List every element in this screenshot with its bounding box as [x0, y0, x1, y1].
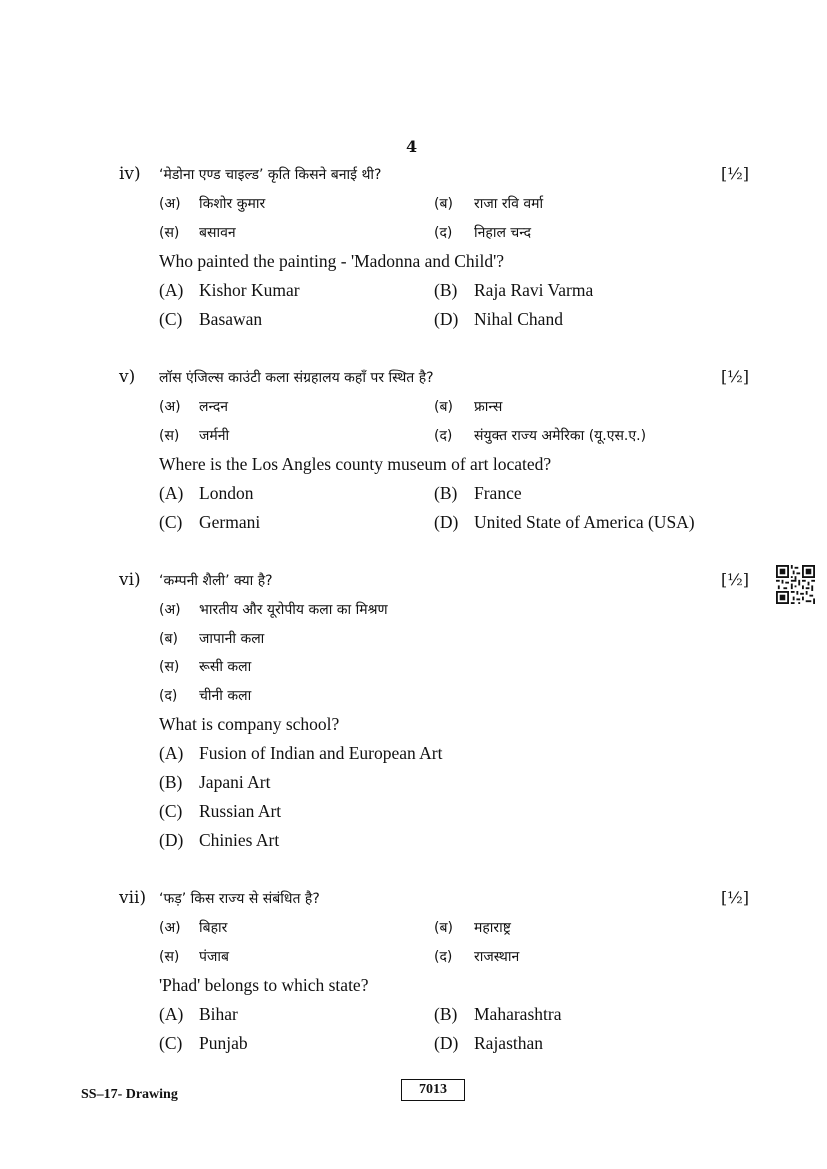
hindi-option-text: महाराष्ट्र: [474, 920, 511, 936]
hindi-option-text: जापानी कला: [199, 631, 265, 647]
question-number: vi): [119, 570, 141, 590]
english-option-label: (C): [159, 512, 183, 532]
hindi-option-text: पंजाब: [199, 949, 229, 965]
english-option-text: United State of America (USA): [474, 512, 695, 532]
footer-booklet-code: 7013: [401, 1079, 465, 1101]
english-option-text: Japani Art: [199, 772, 271, 792]
english-option-label: (D): [434, 309, 459, 329]
hindi-option-text: बसावन: [199, 225, 236, 241]
hindi-option-label: (स): [159, 949, 180, 965]
english-question: Where is the Los Angles county museum of art located?: [159, 454, 552, 474]
hindi-option-text: राजा रवि वर्मा: [474, 196, 544, 212]
hindi-option-label: (द): [434, 225, 453, 241]
hindi-option-label: (अ): [159, 399, 181, 415]
english-option-label: (C): [159, 309, 183, 329]
hindi-option-label: (स): [159, 659, 180, 675]
hindi-option-label: (अ): [159, 196, 181, 212]
english-question: 'Phad' belongs to which state?: [159, 975, 369, 995]
hindi-option-text: राजस्थान: [474, 949, 520, 965]
english-option-text: Germani: [199, 512, 261, 532]
english-option-label: (A): [159, 1004, 184, 1024]
question-number: iv): [119, 164, 141, 184]
english-option-label: (B): [434, 1004, 458, 1024]
english-option-label: (D): [434, 512, 459, 532]
english-option-label: (C): [159, 1033, 183, 1053]
english-option-text: France: [474, 483, 522, 503]
hindi-option-label: (द): [434, 949, 453, 965]
hindi-option-label: (ब): [434, 196, 453, 212]
hindi-option-text: लन्दन: [199, 399, 229, 415]
english-option-text: Punjab: [199, 1033, 248, 1053]
hindi-option-text: निहाल चन्द: [474, 225, 532, 241]
english-question: What is company school?: [159, 714, 340, 734]
english-question: Who painted the painting - 'Madonna and Child'?: [159, 251, 505, 271]
english-option-label: (B): [434, 483, 458, 503]
hindi-option-text: रूसी कला: [199, 659, 252, 675]
english-option-text: Fusion of Indian and European Art: [199, 743, 443, 763]
english-option-text: Raja Ravi Varma: [474, 280, 594, 300]
hindi-option-label: (अ): [159, 602, 181, 618]
hindi-question: ‘फड़’ किस राज्य से संबंधित है?: [159, 891, 320, 907]
marks: [½]: [721, 164, 749, 183]
english-option-text: Basawan: [199, 309, 263, 329]
english-option-label: (B): [434, 280, 458, 300]
marks: [½]: [721, 367, 749, 386]
hindi-option-label: (द): [434, 428, 453, 444]
english-option-text: Nihal Chand: [474, 309, 563, 329]
english-option-text: Bihar: [199, 1004, 238, 1024]
english-option-label: (D): [434, 1033, 459, 1053]
hindi-option-label: (स): [159, 428, 180, 444]
page-number: 4: [406, 137, 418, 156]
english-option-text: Maharashtra: [474, 1004, 562, 1024]
hindi-option-text: फ्रान्स: [474, 399, 503, 415]
hindi-option-text: किशोर कुमार: [199, 196, 266, 212]
hindi-option-label: (ब): [434, 920, 453, 936]
english-option-text: London: [199, 483, 254, 503]
hindi-question: ‘मेडोना एण्ड चाइल्ड’ कृति किसने बनाई थी?: [159, 167, 382, 183]
english-option-label: (B): [159, 772, 183, 792]
hindi-option-text: संयुक्त राज्य अमेरिका (यू.एस.ए.): [474, 428, 647, 444]
english-option-label: (D): [159, 830, 184, 850]
hindi-question: लॉस एंजिल्स काउंटी कला संग्रहालय कहाँ पर स्थित है?: [159, 370, 434, 386]
hindi-option-text: जर्मनी: [199, 428, 230, 444]
hindi-option-text: बिहार: [199, 920, 228, 936]
question-number: vii): [119, 888, 147, 908]
english-option-label: (C): [159, 801, 183, 821]
hindi-option-label: (स): [159, 225, 180, 241]
hindi-option-text: भारतीय और यूरोपीय कला का मिश्रण: [199, 602, 388, 618]
marks: [½]: [721, 888, 749, 907]
english-option-label: (A): [159, 280, 184, 300]
english-option-text: Chinies Art: [199, 830, 280, 850]
marks: [½]: [721, 570, 749, 589]
qr-code: [776, 565, 815, 604]
question-number: v): [119, 367, 136, 387]
footer-paper-code: SS–17- Drawing: [81, 1087, 178, 1102]
english-option-text: Russian Art: [199, 801, 282, 821]
english-option-text: Kishor Kumar: [199, 280, 300, 300]
hindi-question: ‘कम्पनी शैली’ क्या है?: [159, 573, 273, 589]
hindi-option-label: (द): [159, 688, 178, 704]
hindi-option-label: (अ): [159, 920, 181, 936]
english-option-label: (A): [159, 483, 184, 503]
english-option-text: Rajasthan: [474, 1033, 544, 1053]
hindi-option-label: (ब): [434, 399, 453, 415]
english-option-label: (A): [159, 743, 184, 763]
hindi-option-label: (ब): [159, 631, 178, 647]
hindi-option-text: चीनी कला: [199, 688, 252, 704]
